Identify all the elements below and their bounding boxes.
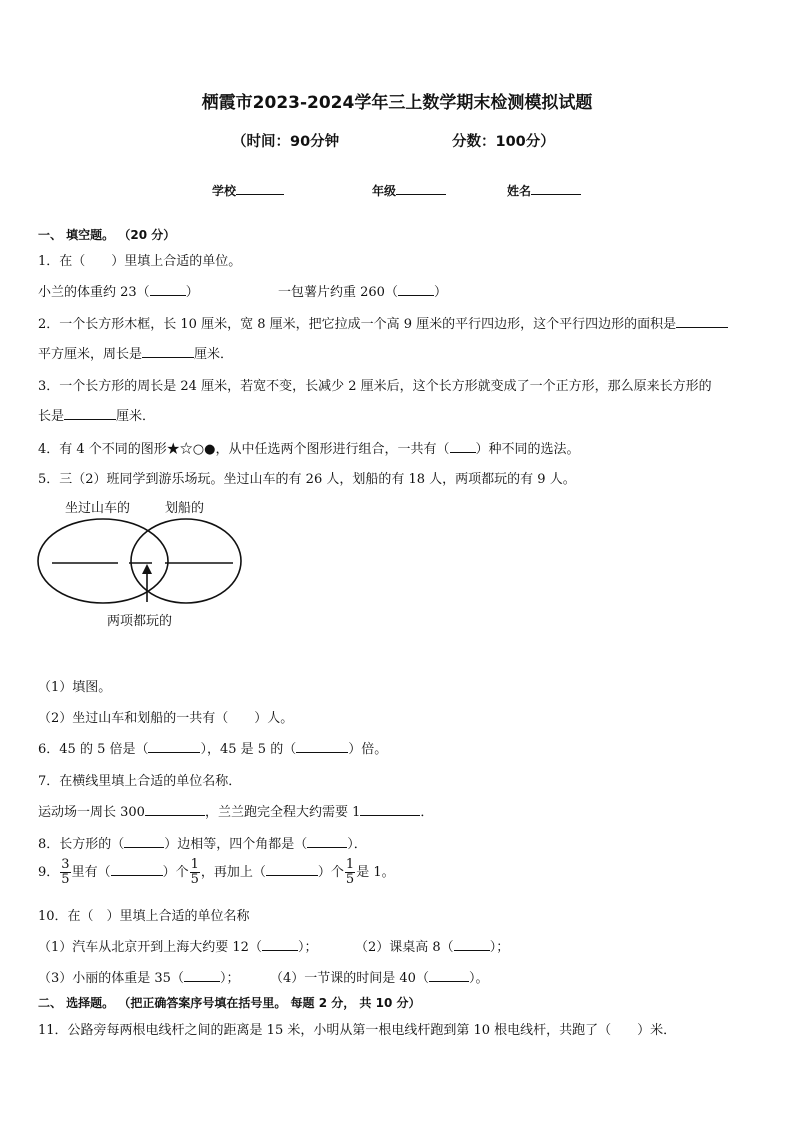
grade-field	[372, 182, 446, 199]
q10-p1-text: （1）汽车从北京开到上海大约要 12（	[38, 940, 262, 955]
school-field	[212, 182, 284, 199]
exam-time: （时间：90分钟	[232, 134, 340, 150]
q9-number: 9．	[38, 865, 60, 880]
q2-area-blank[interactable]	[676, 315, 728, 328]
q9-text-c: ，再加上（	[200, 865, 266, 880]
q10-part-2	[355, 936, 509, 955]
q1-b-blank[interactable]	[398, 283, 434, 296]
q4-text-b: ）种不同的选法。	[475, 442, 580, 457]
q3-text-3: 厘米．	[116, 409, 156, 424]
q9-text-e: 是 1。	[356, 865, 395, 880]
q6-blank-2[interactable]	[296, 740, 348, 753]
school-label: 学校	[212, 184, 237, 198]
q10-p2-close: ）；	[489, 940, 510, 955]
q9-fraction-1	[60, 858, 70, 887]
q7-blank-1[interactable]	[145, 803, 205, 816]
q6-text	[38, 738, 387, 757]
section-1-heading: 一、 填空题。 （20 分）	[38, 228, 176, 242]
q1-a-close: ）	[185, 285, 199, 300]
q10-part-3	[38, 967, 239, 986]
q10-p3-close: ）；	[219, 971, 240, 986]
q3-line1: 3．一个长方形的周长是 24 厘米，若宽不变，长减少 2 厘米后，这个长方形就变成了一个正方形，那么原来长方形的	[38, 379, 712, 394]
q6-blank-1[interactable]	[148, 740, 200, 753]
q2-text-2: 平方厘米，周长是	[38, 347, 143, 362]
q10-p3-blank[interactable]	[184, 969, 220, 982]
q3-blank[interactable]	[64, 407, 116, 420]
q5-stem: 5．三（2）班同学到游乐场玩。坐过山车的有 26 人，划船的有 18 人，两项都玩的有 9 人。	[38, 472, 576, 487]
q10-p3-text: （3）小丽的体重是 35（	[38, 971, 184, 986]
q10-part-4	[270, 967, 488, 986]
school-blank[interactable]	[236, 182, 284, 195]
q9-text-a: 里有（	[71, 865, 111, 880]
q10-part-1	[38, 936, 317, 955]
q9-f2-denominator: 5	[190, 872, 199, 887]
q8-blank-1[interactable]	[124, 835, 164, 848]
venn-arrow-head	[142, 564, 152, 574]
q7-text-c: ．	[420, 805, 434, 820]
q7-line	[38, 801, 433, 820]
q7-text-b: ，兰兰跑完全程大约需要 1	[204, 805, 361, 820]
q3-line2	[38, 405, 155, 424]
q6-text-a: 6．45 的 5 倍是（	[38, 742, 149, 757]
q6-text-b: ），45 是 5 的（	[200, 742, 297, 757]
q1-b-close: ）	[433, 285, 447, 300]
q10-p1-close: ）；	[297, 940, 318, 955]
q8-text-b: ）边相等，四个角都是（	[164, 837, 308, 852]
q1-a-blank[interactable]	[150, 283, 186, 296]
q9-text-b: ）个	[162, 865, 189, 880]
venn-diagram	[30, 495, 260, 635]
venn-right-label: 划船的	[165, 501, 205, 516]
q1-a-text: 小兰的体重约 23（	[38, 285, 150, 300]
q4-text	[38, 438, 580, 457]
q5-sub1: （1）填图。	[38, 680, 112, 695]
q3-text-2: 长是	[38, 409, 65, 424]
q8-text	[38, 833, 367, 852]
q2-perimeter-blank[interactable]	[142, 345, 194, 358]
q10-p4-blank[interactable]	[429, 969, 469, 982]
q2-text-3: 厘米．	[194, 347, 234, 362]
q9-f1-denominator: 5	[61, 872, 70, 887]
q1-stem: 1．在（ ）里填上合适的单位。	[38, 254, 242, 269]
q2-line1	[38, 313, 728, 332]
q7-text-a: 运动场一周长 300	[38, 805, 145, 820]
venn-left-label: 坐过山车的	[65, 501, 131, 516]
q9-f3-denominator: 5	[345, 872, 355, 887]
q9-blank-2[interactable]	[266, 863, 318, 876]
q2-text-1: 2．一个长方形木框，长 10 厘米，宽 8 厘米，把它拉成一个高 9 厘米的平行四边形，这个平行四边形的面积是	[38, 317, 677, 332]
q10-p2-text: （2）课桌高 8（	[355, 940, 454, 955]
q10-p2-blank[interactable]	[454, 938, 490, 951]
q6-text-c: ）倍。	[348, 742, 388, 757]
name-blank[interactable]	[531, 182, 581, 195]
grade-blank[interactable]	[396, 182, 446, 195]
q8-text-a: 8．长方形的（	[38, 837, 125, 852]
venn-left-circle	[38, 519, 168, 603]
q1-part-a	[38, 281, 199, 300]
name-label: 姓名	[507, 184, 532, 198]
q8-text-c: ）．	[347, 837, 367, 852]
q1-part-b	[278, 281, 447, 300]
q9-fraction-3	[345, 858, 355, 887]
q9-f2-numerator: 1	[190, 857, 199, 872]
q9-f3-numerator: 1	[345, 857, 355, 872]
q2-line2	[38, 343, 233, 362]
q7-blank-2[interactable]	[360, 803, 420, 816]
q4-blank[interactable]	[450, 440, 476, 453]
q8-blank-2[interactable]	[307, 835, 347, 848]
venn-both-label: 两项都玩的	[107, 614, 173, 629]
q9-text-d: ）个	[317, 865, 344, 880]
q9-f1-numerator: 3	[61, 857, 70, 872]
q10-p4-close: ）。	[468, 971, 489, 986]
q11-text: 11．公路旁每两根电线杆之间的距离是 15 米，小明从第一根电线杆跑到第 10 根电线杆，共跑了（ ）米．	[38, 1023, 677, 1038]
q5-sub2: （2）坐过山车和划船的一共有（ ）人。	[38, 711, 294, 726]
q4-text-a: 4．有 4 个不同的图形★☆○●，从中任选两个图形进行组合，一共有（	[38, 442, 450, 457]
section-2-heading: 二、 选择题。 （把正确答案序号填在括号里。 每题 2 分， 共 10 分）	[38, 996, 421, 1010]
q10-stem: 10．在（ ）里填上合适的单位名称	[38, 909, 250, 924]
q9-blank-1[interactable]	[111, 863, 163, 876]
grade-label: 年级	[372, 184, 397, 198]
q1-b-text: 一包薯片约重 260（	[278, 285, 398, 300]
q7-stem: 7．在横线里填上合适的单位名称．	[38, 774, 242, 789]
exam-title: 栖霞市2023-2024学年三上数学期末检测模拟试题	[201, 93, 593, 113]
name-field	[507, 182, 581, 199]
q10-p1-blank[interactable]	[262, 938, 298, 951]
q10-p4-text: （4）一节课的时间是 40（	[270, 971, 429, 986]
q9-fraction-2	[190, 858, 200, 887]
exam-score: 分数：100分）	[452, 134, 555, 150]
q9-text	[38, 858, 395, 887]
